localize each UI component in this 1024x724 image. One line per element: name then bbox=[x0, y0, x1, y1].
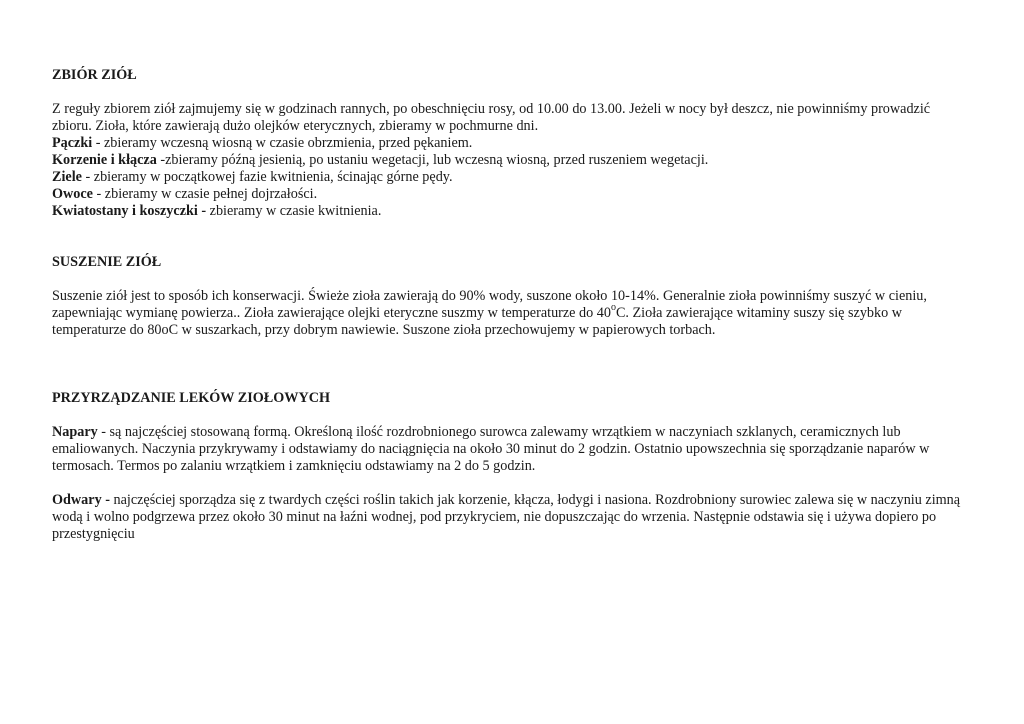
term-label: Korzenie i kłącza bbox=[52, 152, 157, 168]
list-item-korzenie bbox=[52, 152, 972, 169]
term-label: Odwary - bbox=[52, 492, 110, 508]
paragraph-odwary bbox=[52, 492, 972, 543]
spacer bbox=[52, 373, 972, 390]
term-label: Ziele bbox=[52, 169, 82, 185]
spacer bbox=[52, 356, 972, 373]
term-description: - zbieramy w początkowej fazie kwitnienia, ścinając górne pędy. bbox=[81, 169, 453, 185]
section-heading-przyrzadzanie: PRZYRZĄDZANIE LEKÓW ZIOŁOWYCH bbox=[52, 390, 331, 406]
spacer bbox=[52, 407, 972, 424]
term-label: Owoce bbox=[52, 186, 93, 202]
term-label: Kwiatostany i koszyczki - bbox=[52, 203, 207, 219]
term-description: zbieramy w czasie kwitnienia. bbox=[206, 203, 382, 219]
document-page bbox=[52, 67, 972, 543]
term-description: - zbieramy w czasie pełnej dojrzałości. bbox=[92, 186, 318, 202]
spacer bbox=[52, 237, 972, 254]
paragraph-napary bbox=[52, 424, 972, 475]
list-item-paczki bbox=[52, 135, 972, 152]
term-label: Napary bbox=[52, 424, 98, 440]
term-description: -zbieramy późną jesienią, po ustaniu wegetacji, lub wczesną wiosną, przed ruszeniem wegetacji. bbox=[156, 152, 709, 168]
list-item-kwiatostany bbox=[52, 203, 972, 220]
superscript-degree: o bbox=[610, 302, 616, 314]
spacer bbox=[52, 475, 972, 492]
paragraph-zbior-intro: Z reguły zbiorem ziół zajmujemy się w godzinach rannych, po obeschnięciu rosy, od 10.00 do 13.00. Jeżeli w nocy był deszcz, nie powinniśmy prowadzić zbioru. Zioła, które zawierają dużo olejków eterycznych, zbieramy w pochmurne dni. bbox=[52, 101, 931, 134]
term-description: - są najczęściej stosowaną formą. Określoną ilość rozdrobnionego surowca zalewamy wrzątkiem w naczyniach szklanych, ceramicznych lub emaliowanych. Naczynia przykrywamy i odstawiamy do naciągnięcia na około 30 minut do 2 godzin. Ostatnio upowszechnia się sporządzanie naparów w termosach. Termos po zalaniu wrzątkiem i zamknięciu odstawiamy na 2 do 5 godzin. bbox=[52, 424, 930, 474]
section-heading-suszenie-ziol: SUSZENIE ZIÓŁ bbox=[52, 254, 162, 270]
spacer bbox=[52, 220, 972, 237]
section-heading-zbior-ziol: ZBIÓR ZIÓŁ bbox=[52, 67, 137, 83]
term-description: najczęściej sporządza się z twardych części roślin takich jak korzenie, kłącza, łodygi i nasiona. Rozdrobniony surowiec zalewa się w naczyniu zimną wodą i wolno podgrzewa przez około 30 minut na łaźni wodnej, pod przykryciem, nie dopuszczając do wrzenia. Następnie odstawia się i używa dopiero po przestygnięciu bbox=[52, 492, 961, 542]
text-part: Suszenie ziół jest to sposób ich konserwacji. Świeże zioła zawierają do 90% wody, suszone około 10-14%. Generalnie zioła powinniśmy suszyć w cieniu, zapewniając wymianę powierza.. Zioła zawierające olejki eteryczne suszmy w temperaturze do 40 bbox=[52, 288, 927, 321]
spacer bbox=[52, 84, 972, 101]
text-part: C. Zioła zawierające witaminy suszy się szybko w temperaturze do 80oC w suszarkach, przy dobrym nawiewie. Suszone zioła przechowujemy w papierowych torbach. bbox=[52, 305, 902, 338]
spacer bbox=[52, 271, 972, 288]
spacer bbox=[52, 339, 972, 356]
term-description: - zbieramy wczesną wiosną w czasie obrzmienia, przed pękaniem. bbox=[92, 135, 473, 151]
term-label: Pączki bbox=[52, 135, 93, 151]
paragraph-suszenie bbox=[52, 288, 972, 339]
list-item-ziele bbox=[52, 169, 972, 186]
list-item-owoce bbox=[52, 186, 972, 203]
